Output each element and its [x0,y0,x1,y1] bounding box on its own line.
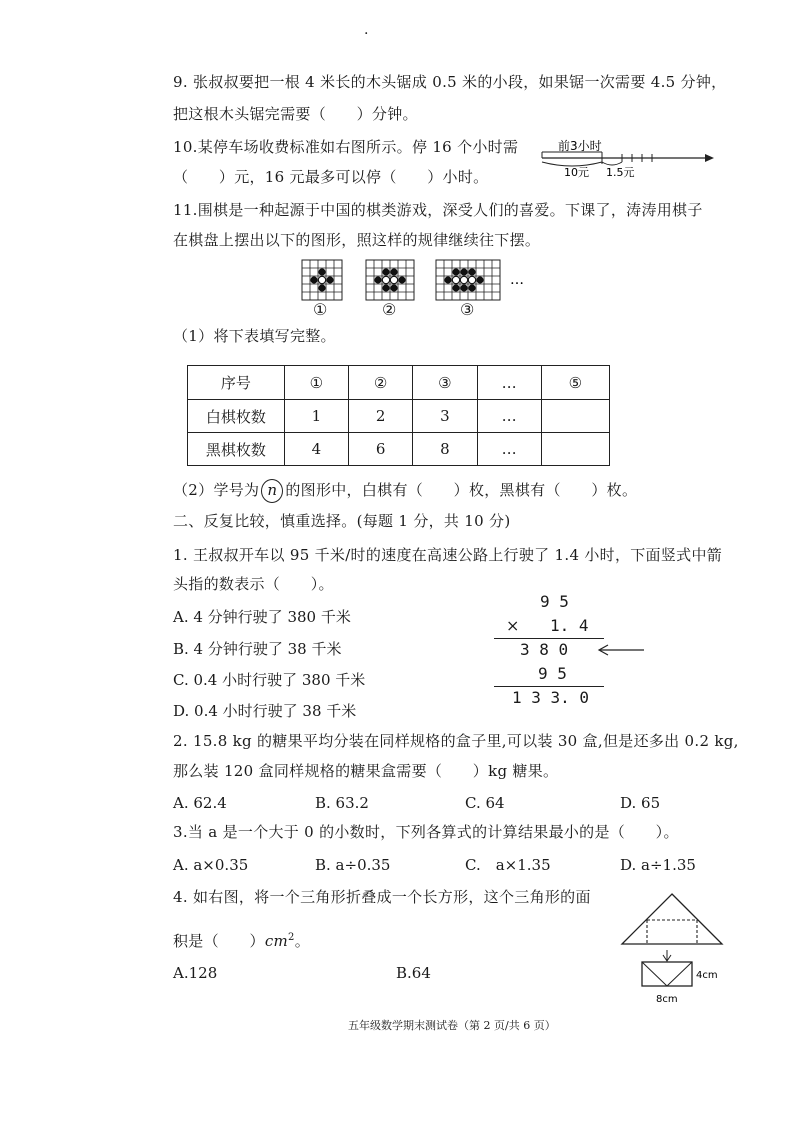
table-header-cell: ① [284,366,348,400]
calc-row-1: 9 5 [540,592,569,611]
table-cell: 1 [284,400,348,433]
table-cell: 2 [349,400,413,433]
c1-line1: 1. 王叔叔开车以 95 千米/时的速度在高速公路上行驶了 1.4 小时，下面竖式中箭 [173,546,723,564]
c3-option-a[interactable]: A. a×0.35 [173,856,249,874]
table-header-cell: 序号 [188,366,285,400]
c4-line2-end: 。 [294,932,311,950]
calc-row-5: 1 3 3. 0 [512,688,590,707]
c4-line1: 4. 如右图，将一个三角形折叠成一个长方形，这个三角形的面 [173,888,591,906]
go-label-3: ③ [460,300,475,319]
q11-line2: 在棋盘上摆出以下的图形，照这样的规律继续往下摆。 [173,231,541,249]
c2-line2: 那么装 120 盒同样规格的糖果盒需要（ ）kg 糖果。 [173,762,559,780]
table-cell: 白棋枚数 [188,400,285,433]
circled-n: n [261,479,283,503]
c1-option-d[interactable]: D. 0.4 小时行驶了 38 千米 [173,702,357,720]
table-header-cell: ③ [413,366,477,400]
q10-line1: 10.某停车场收费标准如右图所示。停 16 个小时需 [173,138,519,156]
go-ellipsis: … [510,272,524,288]
page-footer: 五年级数学期末测试卷（第 2 页/共 6 页） [348,1019,556,1032]
fig-label-8cm: 8cm [656,994,678,1005]
c1-option-c[interactable]: C. 0.4 小时行驶了 380 千米 [173,671,366,689]
parking-label-15: 1.5元 [606,166,635,178]
c3-option-c[interactable]: C. a×1.35 [465,856,551,874]
table-cell: … [477,400,541,433]
q9-line1: 9. 张叔叔要把一根 4 米长的木头锯成 0.5 米的小段，如果锯一次需要 4.5 分钟， [173,73,727,91]
go-board-2 [366,260,414,300]
c4-option-a[interactable]: A.128 [173,964,218,982]
top-mark: . [364,22,369,38]
parking-top-label: 前3小时 [558,139,602,153]
q10-line2: （ ）元，16 元最多可以停（ ）小时。 [173,168,489,186]
c2-option-b[interactable]: B. 63.2 [315,794,369,812]
q11-line1: 11.围棋是一种起源于中国的棋类游戏，深受人们的喜爱。下课了，涛涛用棋子 [173,201,703,219]
arrow-left-icon [596,644,646,656]
parking-label-10: 10元 [564,166,589,178]
q11-sub1: （1）将下表填写完整。 [173,327,336,345]
c4-line2-prefix: 积是（ ） [173,932,265,950]
c4-option-b[interactable]: B.64 [396,964,431,982]
c1-option-a[interactable]: A. 4 分钟行驶了 380 千米 [173,608,351,626]
c3-line1: 3.当 a 是一个大于 0 的小数时，下列各算式的计算结果最小的是（ ）。 [173,823,679,841]
q9-line2: 把这根木头锯完需要（ ）分钟。 [173,105,418,123]
c4-unit: cm [264,932,289,950]
c2-line1: 2. 15.8 kg 的糖果平均分装在同样规格的盒子里,可以装 30 盒,但是还多出 0.2 kg, [173,732,739,750]
table-cell: 4 [284,433,348,466]
q11-sub2 [173,479,637,503]
q11-sub2-prefix: （2）学号为 [173,481,260,499]
table-header-cell: … [477,366,541,400]
c3-option-d[interactable]: D. a÷1.35 [620,856,696,874]
go-board-figures [298,258,538,318]
calc-times: × [506,616,520,635]
table-cell: 3 [413,400,477,433]
c2-option-a[interactable]: A. 62.4 [173,794,227,812]
go-label-1: ① [313,300,328,319]
go-board-1 [302,260,342,300]
vertical-multiplication [494,590,609,710]
c2-option-c[interactable]: C. 64 [465,794,505,812]
table-header-cell: ② [349,366,413,400]
parking-fee-diagram [536,134,716,178]
table-row-white [188,400,610,433]
table-cell-blank[interactable] [541,433,609,466]
table-row-black [188,433,610,466]
c2-option-d[interactable]: D. 65 [620,794,661,812]
table-cell: 6 [349,433,413,466]
table-header-row [188,366,610,400]
table-cell: 黑棋枚数 [188,433,285,466]
c3-option-b[interactable]: B. a÷0.35 [315,856,391,874]
table-header-cell: ⑤ [541,366,609,400]
go-label-2: ② [382,300,397,319]
section2-title: 二、反复比较，慎重选择。(每题 1 分，共 10 分) [173,512,511,530]
fig-label-4cm: 4cm [696,970,718,981]
calc-row-3: 3 8 0 [520,640,569,659]
c1-line2: 头指的数表示（ ）。 [173,575,334,593]
calc-rule-1 [494,638,604,639]
table-cell-blank[interactable] [541,400,609,433]
c4-line2 [173,928,310,951]
triangle-fold-figure [620,890,740,1020]
calc-row-4: 9 5 [538,664,567,683]
q11-sub2-suffix: 的图形中，白棋有（ ）枚，黑棋有（ ）枚。 [285,481,638,499]
calc-row-2: 1. 4 [550,616,589,635]
calc-rule-2 [494,686,604,687]
table-cell: 8 [413,433,477,466]
go-board-3 [436,260,500,300]
go-count-table [187,365,610,466]
table-cell: … [477,433,541,466]
c1-option-b[interactable]: B. 4 分钟行驶了 38 千米 [173,640,342,658]
c4-unit-sup: 2 [288,932,295,943]
